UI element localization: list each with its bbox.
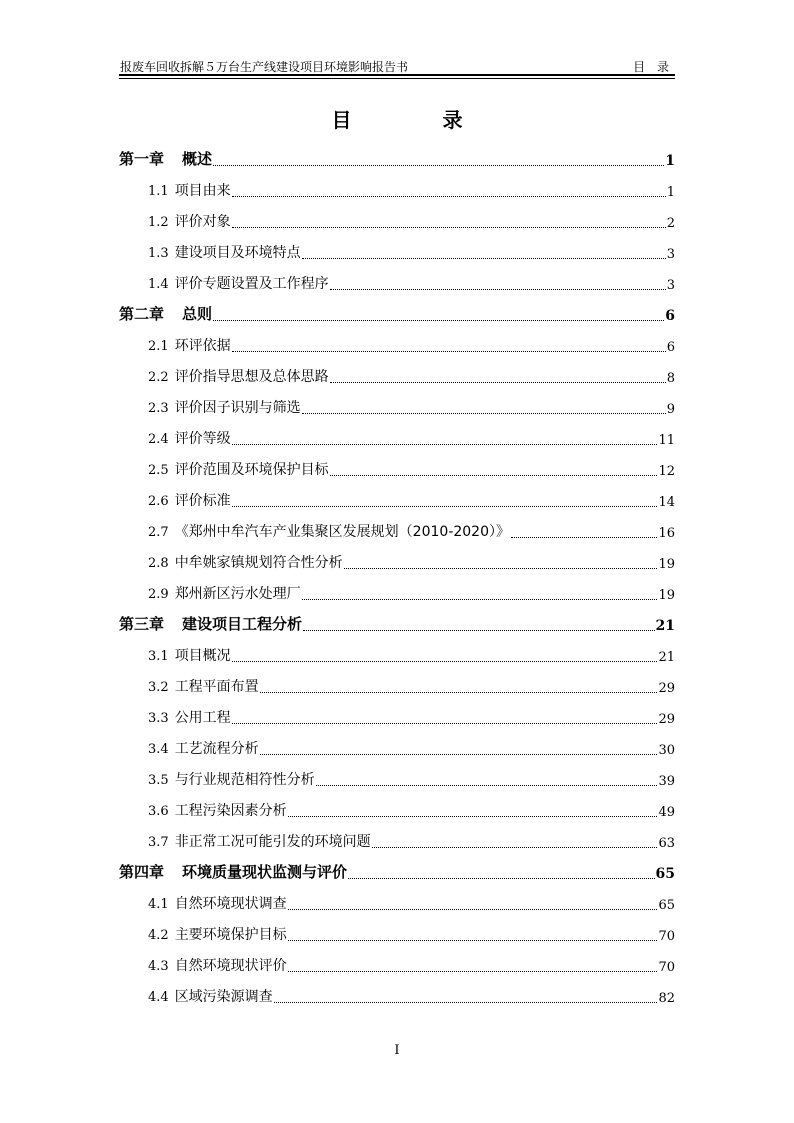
toc-entry-label (119, 490, 231, 514)
toc-dot-leader (288, 970, 658, 972)
toc-entry-title: 项目概况 (174, 648, 231, 664)
toc-section-entry[interactable] (119, 731, 675, 762)
toc-entry-number: 2.6 (148, 494, 169, 509)
toc-section-entry[interactable] (119, 452, 675, 483)
toc-entry-number: 4.4 (148, 990, 169, 1005)
toc-entry-number: 3.1 (148, 649, 169, 664)
toc-entry-title: 评价指导思想及总体思路 (174, 369, 329, 385)
toc-entry-page: 29 (658, 712, 675, 727)
toc-section-entry[interactable] (119, 917, 675, 948)
toc-entry-label (119, 707, 231, 731)
toc-entry-page: 12 (658, 464, 675, 479)
toc-entry-number: 3.6 (148, 804, 169, 819)
toc-entry-number: 3.7 (148, 835, 169, 850)
toc-entry-number: 2.4 (148, 432, 169, 447)
toc-entry-title: 评价范围及环境保护目标 (174, 462, 329, 478)
toc-entry-label (119, 893, 287, 917)
toc-dot-leader (232, 505, 658, 507)
toc-section-entry[interactable] (119, 328, 675, 359)
toc-dot-leader (302, 412, 666, 414)
toc-entry-label (119, 800, 287, 824)
toc-entry-title: 评价标准 (174, 493, 231, 509)
toc-entry-label (119, 180, 231, 204)
toc-section-entry[interactable] (119, 700, 675, 731)
header-document-title: 报废车回收拆解５万台生产线建设项目环境影响报告书 (120, 60, 409, 74)
toc-entry-title: 工程污染因素分析 (174, 803, 287, 819)
toc-section-entry[interactable] (119, 545, 675, 576)
toc-entry-label (119, 242, 301, 266)
toc-entry-page: 1 (666, 185, 675, 200)
toc-entry-page: 2 (666, 216, 675, 231)
toc-entry-number: 4.3 (148, 959, 169, 974)
toc-dot-leader (274, 1001, 658, 1003)
toc-entry-page: 63 (658, 836, 675, 851)
toc-section-entry[interactable] (119, 173, 675, 204)
toc-entry-page: 19 (658, 588, 675, 603)
toc-dot-leader (232, 195, 666, 197)
toc-entry-page: 16 (658, 526, 675, 541)
toc-entry-title: 自然环境现状调查 (174, 896, 287, 912)
footer-page-number: I (394, 1043, 400, 1058)
toc-entry-label (119, 924, 287, 948)
toc-entry-number: 1.3 (148, 246, 169, 261)
toc-entry-label (119, 738, 259, 762)
toc-entry-title: 环境质量现状监测与评价 (182, 863, 348, 881)
table-of-contents (119, 142, 675, 1010)
toc-entry-title: 郑州新区污水处理厂 (174, 586, 301, 602)
toc-entry-page: 8 (666, 371, 675, 386)
toc-entry-label (119, 831, 371, 855)
toc-entry-page: 29 (658, 681, 675, 696)
toc-entry-page: 14 (658, 495, 675, 510)
toc-entry-label (119, 861, 347, 886)
toc-entry-label (119, 613, 302, 638)
toc-dot-leader (316, 784, 658, 786)
toc-section-entry[interactable] (119, 421, 675, 452)
toc-entry-label (119, 955, 287, 979)
toc-entry-number: 3.4 (148, 742, 169, 757)
header-rule-thick (119, 74, 675, 76)
toc-section-entry[interactable] (119, 390, 675, 421)
toc-dot-leader (232, 722, 658, 724)
header-section-name: 目 录 (633, 60, 673, 74)
toc-entry-page: 19 (658, 557, 675, 572)
toc-entry-label (119, 148, 212, 173)
toc-entry-page: 21 (658, 650, 675, 665)
toc-entry-page: 3 (666, 278, 675, 293)
toc-entry-number: 4.1 (148, 897, 169, 912)
toc-entry-title: 工程平面布置 (174, 679, 259, 695)
toc-entry-title: 概述 (182, 150, 213, 168)
toc-dot-leader (302, 257, 666, 259)
toc-chapter-entry[interactable] (119, 142, 675, 173)
toc-section-entry[interactable] (119, 638, 675, 669)
toc-section-entry[interactable] (119, 514, 675, 545)
toc-entry-number: 2.1 (148, 339, 169, 354)
toc-dot-leader (511, 536, 657, 538)
toc-entry-title: 区域污染源调查 (174, 989, 273, 1005)
toc-section-entry[interactable] (119, 886, 675, 917)
toc-entry-number: 第三章 (119, 615, 165, 633)
running-header (119, 56, 675, 76)
toc-entry-title: 公用工程 (174, 710, 231, 726)
toc-dot-leader (288, 815, 658, 817)
header-rule-thin (119, 78, 675, 79)
toc-section-entry[interactable] (119, 576, 675, 607)
toc-entry-title: 自然环境现状评价 (174, 958, 287, 974)
toc-entry-label (119, 211, 231, 235)
toc-entry-page: 6 (665, 308, 675, 324)
toc-entry-number: 2.8 (148, 556, 169, 571)
toc-entry-label (119, 645, 231, 669)
toc-entry-label (119, 676, 259, 700)
toc-dot-leader (232, 443, 658, 445)
toc-dot-leader (348, 877, 654, 879)
toc-dot-leader (344, 567, 658, 569)
toc-entry-label (119, 583, 301, 607)
toc-entry-page: 70 (658, 929, 675, 944)
toc-entry-number: 2.5 (148, 463, 169, 478)
toc-entry-page: 21 (655, 618, 675, 634)
toc-entry-number: 1.4 (148, 277, 169, 292)
toc-dot-leader (260, 753, 658, 755)
toc-entry-title: 与行业规范相符性分析 (174, 772, 315, 788)
toc-entry-label (119, 552, 343, 576)
toc-dot-leader (213, 164, 664, 166)
toc-dot-leader (232, 660, 658, 662)
toc-section-entry[interactable] (119, 824, 675, 855)
toc-entry-label (119, 335, 231, 359)
toc-entry-page: 65 (658, 898, 675, 913)
toc-dot-leader (302, 598, 658, 600)
toc-chapter-entry[interactable] (119, 297, 675, 328)
toc-entry-page: 30 (658, 743, 675, 758)
toc-entry-number: 2.7 (148, 525, 169, 540)
toc-entry-title: 《郑州中牟汽车产业集聚区发展规划（2010-2020）》 (174, 524, 510, 540)
toc-entry-title: 评价因子识别与筛选 (174, 400, 301, 416)
toc-entry-title: 非正常工况可能引发的环境问题 (174, 834, 371, 850)
toc-dot-leader (330, 288, 666, 290)
toc-section-entry[interactable] (119, 204, 675, 235)
toc-entry-label (119, 397, 301, 421)
toc-chapter-entry[interactable] (119, 855, 675, 886)
toc-entry-page: 49 (658, 805, 675, 820)
toc-entry-number: 1.1 (148, 184, 169, 199)
toc-section-entry[interactable] (119, 762, 675, 793)
toc-entry-page: 1 (665, 153, 675, 169)
toc-section-entry[interactable] (119, 793, 675, 824)
toc-section-entry[interactable] (119, 266, 675, 297)
toc-section-entry[interactable] (119, 669, 675, 700)
toc-entry-number: 3.3 (148, 711, 169, 726)
toc-section-entry[interactable] (119, 979, 675, 1010)
toc-dot-leader (330, 381, 666, 383)
toc-entry-number: 第二章 (119, 305, 165, 323)
toc-entry-page: 39 (658, 774, 675, 789)
toc-entry-title: 主要环境保护目标 (174, 927, 287, 943)
toc-entry-number: 2.9 (148, 587, 169, 602)
toc-entry-title: 项目由来 (174, 183, 231, 199)
toc-entry-title: 中牟姚家镇规划符合性分析 (174, 555, 343, 571)
toc-dot-leader (288, 908, 658, 910)
toc-entry-title: 评价专题设置及工作程序 (174, 276, 329, 292)
toc-entry-title: 评价等级 (174, 431, 231, 447)
toc-entry-page: 70 (658, 960, 675, 975)
toc-section-entry[interactable] (119, 483, 675, 514)
toc-entry-label (119, 273, 329, 297)
toc-title: 目 录 (331, 108, 505, 132)
toc-dot-leader (372, 846, 658, 848)
toc-entry-label (119, 428, 231, 452)
toc-section-entry[interactable] (119, 948, 675, 979)
toc-dot-leader (260, 691, 658, 693)
toc-dot-leader (213, 319, 664, 321)
toc-entry-label (119, 769, 315, 793)
toc-section-entry[interactable] (119, 359, 675, 390)
toc-dot-leader (303, 629, 654, 631)
toc-entry-number: 3.2 (148, 680, 169, 695)
toc-entry-number: 3.5 (148, 773, 169, 788)
toc-entry-number: 4.2 (148, 928, 169, 943)
toc-entry-label (119, 521, 510, 545)
toc-entry-title: 环评依据 (174, 338, 231, 354)
toc-entry-page: 6 (666, 340, 675, 355)
toc-entry-title: 总则 (182, 305, 213, 323)
toc-dot-leader (330, 474, 658, 476)
toc-entry-number: 第四章 (119, 863, 165, 881)
toc-entry-title: 评价对象 (174, 214, 231, 230)
toc-dot-leader (232, 226, 666, 228)
toc-entry-number: 第一章 (119, 150, 165, 168)
toc-entry-page: 11 (658, 433, 675, 448)
toc-dot-leader (288, 939, 658, 941)
toc-entry-label (119, 986, 273, 1010)
toc-entry-page: 82 (658, 991, 675, 1006)
toc-entry-title: 建设项目及环境特点 (174, 245, 301, 261)
toc-entry-label (119, 303, 212, 328)
toc-entry-page: 3 (666, 247, 675, 262)
toc-dot-leader (232, 350, 666, 352)
toc-entry-number: 2.2 (148, 370, 169, 385)
toc-entry-page: 65 (655, 866, 675, 882)
toc-chapter-entry[interactable] (119, 607, 675, 638)
toc-entry-title: 建设项目工程分析 (182, 615, 303, 633)
toc-entry-number: 2.3 (148, 401, 169, 416)
toc-entry-title: 工艺流程分析 (174, 741, 259, 757)
toc-entry-label (119, 459, 329, 483)
toc-section-entry[interactable] (119, 235, 675, 266)
toc-entry-number: 1.2 (148, 215, 169, 230)
toc-entry-label (119, 366, 329, 390)
toc-entry-page: 9 (666, 402, 675, 417)
